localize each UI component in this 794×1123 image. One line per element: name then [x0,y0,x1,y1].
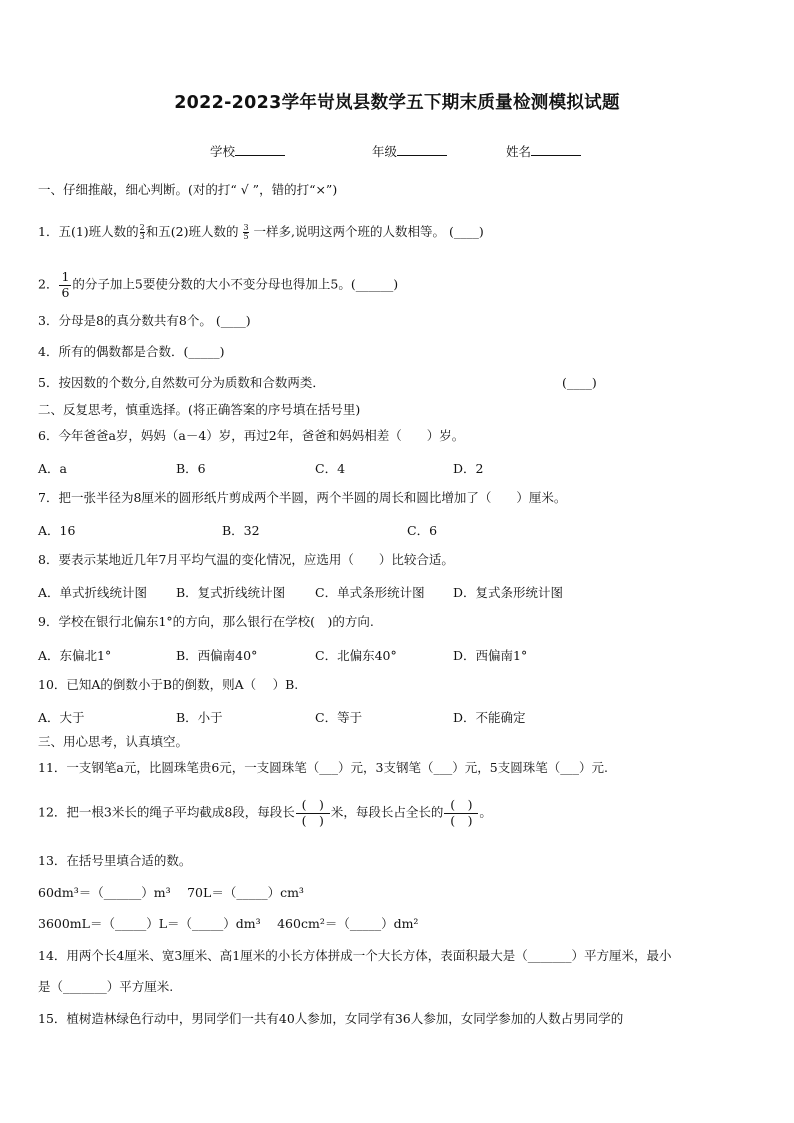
q7-option-b[interactable]: B．32 [222,523,260,538]
q10-option-b[interactable]: B．小于 [176,710,223,725]
question-9: 9．学校在银行北偏东1°的方向，那么银行在学校( )的方向. [38,614,374,629]
q9-option-b[interactable]: B．西偏南40° [176,648,258,663]
section-2-heading: 二、反复思考，慎重选择。(将正确答案的序号填在括号里) [38,402,361,417]
fraction-blank-length[interactable]: $\frac{( )}{( )}$ [296,798,330,828]
name-blank[interactable] [531,142,581,156]
grade-label: 年级 [372,144,398,159]
question-5-blank: (____) [562,375,597,390]
question-12: 12．把一根3米长的绳子平均截成8段，每段长 $\frac{( )}{( )}$ 米，每段长占全长的 $\frac{( )}{( )}$ 。 [38,797,492,828]
q6-option-a[interactable]: A．a [38,461,67,476]
question-14-line-2: 是（_______）平方厘米. [38,979,174,994]
q7-option-c[interactable]: C．6 [407,523,438,538]
q9-option-d[interactable]: D．西偏南1° [453,648,528,663]
question-7: 7．把一张半径为8厘米的圆形纸片剪成两个半圆，两个半圆的周长和圆比增加了（ ）厘米。 [38,490,567,505]
fraction-3-5: $\frac{3}{5}$ [243,223,249,241]
q7-option-a[interactable]: A．16 [38,523,76,538]
fraction-1-6: $\frac{1}{6}$ [61,269,70,300]
school-label: 学校 [210,144,236,159]
fraction-blank-share[interactable]: $\frac{( )}{( )}$ [444,798,478,828]
question-13: 13．在括号里填合适的数。 [38,853,192,868]
q10-option-a[interactable]: A．大于 [38,710,85,725]
question-6: 6．今年爸爸a岁，妈妈（a－4）岁，再过2年，爸爸和妈妈相差（ ）岁。 [38,428,465,443]
question-11: 11．一支钢笔a元，比圆珠笔贵6元，一支圆珠笔（___）元，3支钢笔（___）元，5支圆珠笔（___）元. [38,760,608,775]
grade-field [372,142,447,160]
q6-option-c[interactable]: C．4 [315,461,346,476]
question-13-line-2: 3600mL＝（_____）L＝（_____）dm³ 460cm²＝（_____）dm² [38,916,419,931]
name-label: 姓名 [506,144,532,159]
q10-option-c[interactable]: C．等于 [315,710,363,725]
q8-option-d[interactable]: D．复式条形统计图 [453,585,564,600]
q9-option-a[interactable]: A．东偏北1° [38,648,112,663]
question-10: 10．已知A的倒数小于B的倒数，则A（ ）B. [38,677,299,692]
q8-option-a[interactable]: A．单式折线统计图 [38,585,148,600]
page-title: 2022-2023学年岢岚县数学五下期末质量检测模拟试题 [174,93,620,113]
name-field [506,142,581,160]
school-blank[interactable] [235,142,285,156]
question-1: 1．五(1)班人数的 $\frac{2}{3}$ 和五(2)班人数的 $\frac{3}{5}$ 一样多,说明这两个班的人数相等。 (____) [38,223,484,241]
grade-blank[interactable] [397,142,447,156]
question-8: 8．要表示某地近几年7月平均气温的变化情况，应选用（ ）比较合适。 [38,552,454,567]
question-4: 4．所有的偶数都是合数．(_____) [38,344,225,359]
q8-option-b[interactable]: B．复式折线统计图 [176,585,286,600]
q9-option-c[interactable]: C．北偏东40° [315,648,397,663]
q8-option-c[interactable]: C．单式条形统计图 [315,585,425,600]
question-14-line-1: 14．用两个长4厘米、宽3厘米、高1厘米的小长方体拼成一个大长方体，表面积最大是（_______）平方厘米，最小 [38,948,672,963]
q6-option-d[interactable]: D．2 [453,461,484,476]
question-13-line-1: 60dm³＝（______）m³ 70L＝（_____）cm³ [38,885,304,900]
school-field [210,142,285,160]
question-5: 5．按因数的个数分,自然数可分为质数和合数两类． [38,375,325,390]
question-2: 2． $\frac{1}{6}$ 的分子加上5要使分数的大小不变分母也得加上5。(______) [38,269,399,300]
section-1-heading: 一、仔细推敲，细心判断。(对的打“ √ ”，错的打“×”) [38,182,338,197]
q10-option-d[interactable]: D．不能确定 [453,710,526,725]
section-3-heading: 三、用心思考，认真填空。 [38,734,189,749]
fraction-2-3: $\frac{2}{3}$ [139,223,145,241]
question-3: 3．分母是8的真分数共有8个。 (____) [38,313,251,328]
q6-option-b[interactable]: B．6 [176,461,206,476]
question-15: 15．植树造林绿色行动中，男同学们一共有40人参加，女同学有36人参加，女同学参加的人数占男同学的 [38,1011,624,1026]
